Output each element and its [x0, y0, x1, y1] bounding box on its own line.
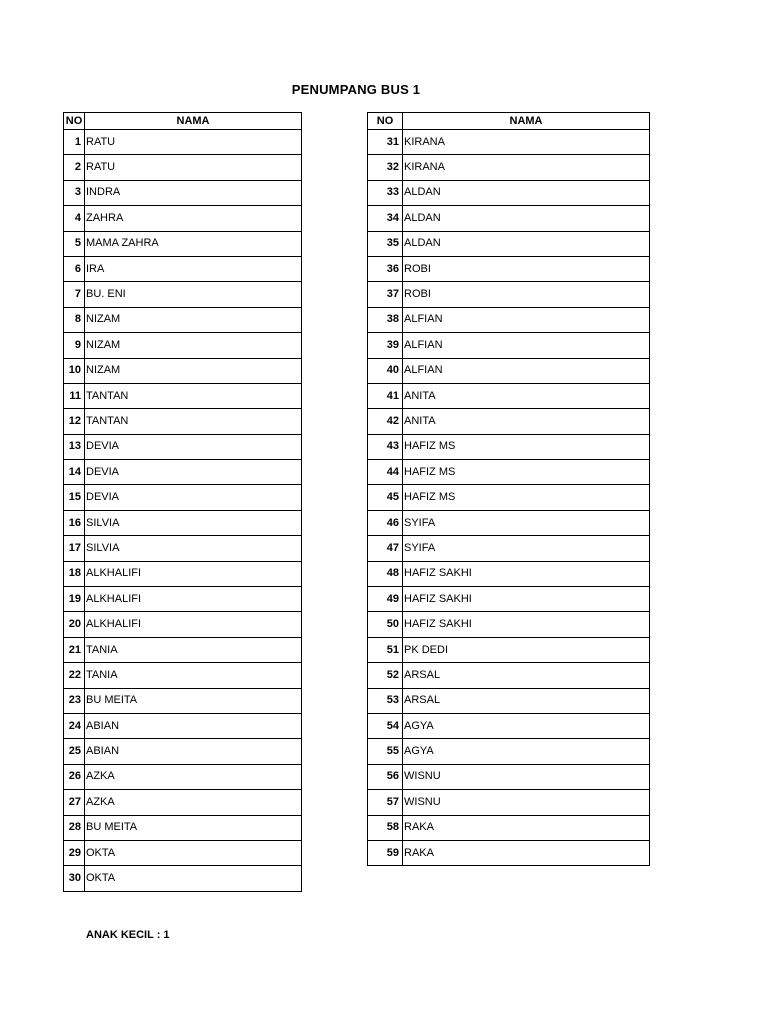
passenger-name: SYIFA	[403, 536, 650, 561]
table-row	[368, 485, 650, 510]
table-row	[368, 713, 650, 738]
row-number: 24	[64, 713, 85, 738]
row-number: 21	[64, 637, 85, 662]
table-row	[368, 434, 650, 459]
table-row	[368, 206, 650, 231]
row-number: 4	[64, 206, 85, 231]
table-row	[368, 764, 650, 789]
passenger-table-left	[63, 112, 302, 892]
passenger-name: ZAHRA	[85, 206, 302, 231]
row-number: 26	[64, 764, 85, 789]
row-number: 45	[368, 485, 403, 510]
table-row	[64, 561, 302, 586]
row-number: 6	[64, 256, 85, 281]
passenger-name: ALFIAN	[403, 307, 650, 332]
passenger-name: RATU	[85, 130, 302, 155]
passenger-name: WISNU	[403, 764, 650, 789]
column-header-nama: NAMA	[85, 113, 302, 130]
row-number: 7	[64, 282, 85, 307]
row-number: 13	[64, 434, 85, 459]
passenger-name: TANTAN	[85, 383, 302, 408]
passenger-name: SYIFA	[403, 510, 650, 535]
table-row	[368, 637, 650, 662]
row-number: 41	[368, 383, 403, 408]
row-number: 27	[64, 790, 85, 815]
passenger-name: ANITA	[403, 409, 650, 434]
column-header-nama: NAMA	[403, 113, 650, 130]
row-number: 46	[368, 510, 403, 535]
table-row	[64, 231, 302, 256]
row-number: 36	[368, 256, 403, 281]
table-row	[64, 256, 302, 281]
passenger-name: OKTA	[85, 840, 302, 865]
passenger-name: AGYA	[403, 713, 650, 738]
row-number: 50	[368, 612, 403, 637]
row-number: 11	[64, 383, 85, 408]
row-number: 10	[64, 358, 85, 383]
passenger-name: TANIA	[85, 637, 302, 662]
passenger-name: TANTAN	[85, 409, 302, 434]
passenger-name: RAKA	[403, 840, 650, 865]
passenger-name: BU MEITA	[85, 688, 302, 713]
table-row	[368, 510, 650, 535]
row-number: 31	[368, 130, 403, 155]
row-number: 38	[368, 307, 403, 332]
column-header-no: NO	[368, 113, 403, 130]
row-number: 49	[368, 587, 403, 612]
table-row	[64, 307, 302, 332]
table-row	[368, 307, 650, 332]
row-number: 47	[368, 536, 403, 561]
row-number: 28	[64, 815, 85, 840]
row-number: 22	[64, 663, 85, 688]
passenger-name: BU. ENI	[85, 282, 302, 307]
table-body-left	[64, 130, 302, 892]
row-number: 25	[64, 739, 85, 764]
row-number: 44	[368, 460, 403, 485]
table-header-row	[368, 113, 650, 130]
passenger-name: AGYA	[403, 739, 650, 764]
table-row	[64, 663, 302, 688]
row-number: 32	[368, 155, 403, 180]
table-row	[64, 840, 302, 865]
row-number: 51	[368, 637, 403, 662]
row-number: 19	[64, 587, 85, 612]
row-number: 2	[64, 155, 85, 180]
passenger-name: WISNU	[403, 790, 650, 815]
table-row	[64, 282, 302, 307]
passenger-name: DEVIA	[85, 460, 302, 485]
table-row	[368, 612, 650, 637]
passenger-name: MAMA ZAHRA	[85, 231, 302, 256]
passenger-name: BU MEITA	[85, 815, 302, 840]
passenger-name: RAKA	[403, 815, 650, 840]
passenger-name: HAFIZ SAKHI	[403, 561, 650, 586]
row-number: 18	[64, 561, 85, 586]
table-row	[64, 587, 302, 612]
table-row	[368, 840, 650, 865]
passenger-name: ALFIAN	[403, 358, 650, 383]
table-row	[64, 434, 302, 459]
passenger-name: HAFIZ MS	[403, 460, 650, 485]
table-row	[368, 815, 650, 840]
table-row	[64, 460, 302, 485]
table-row	[368, 536, 650, 561]
passenger-name: NIZAM	[85, 358, 302, 383]
table-row	[64, 485, 302, 510]
table-row	[64, 815, 302, 840]
table-body-right	[368, 130, 650, 866]
row-number: 56	[368, 764, 403, 789]
row-number: 52	[368, 663, 403, 688]
passenger-name: ANITA	[403, 383, 650, 408]
table-row	[368, 587, 650, 612]
passenger-name: KIRANA	[403, 130, 650, 155]
table-row	[368, 358, 650, 383]
row-number: 20	[64, 612, 85, 637]
row-number: 29	[64, 840, 85, 865]
table-row	[64, 637, 302, 662]
passenger-name: DEVIA	[85, 485, 302, 510]
passenger-name: AZKA	[85, 790, 302, 815]
table-row	[64, 358, 302, 383]
passenger-table-right	[367, 112, 650, 866]
table-row	[368, 409, 650, 434]
row-number: 5	[64, 231, 85, 256]
row-number: 16	[64, 510, 85, 535]
row-number: 3	[64, 180, 85, 205]
passenger-name: AZKA	[85, 764, 302, 789]
row-number: 42	[368, 409, 403, 434]
row-number: 30	[64, 866, 85, 891]
table-row	[64, 333, 302, 358]
row-number: 57	[368, 790, 403, 815]
row-number: 33	[368, 180, 403, 205]
table-row	[64, 688, 302, 713]
table-row	[368, 561, 650, 586]
passenger-name: ROBI	[403, 256, 650, 281]
passenger-name: NIZAM	[85, 333, 302, 358]
table-row	[368, 180, 650, 205]
table-row	[64, 206, 302, 231]
passenger-name: TANIA	[85, 663, 302, 688]
passenger-name: HAFIZ MS	[403, 434, 650, 459]
passenger-name: IRA	[85, 256, 302, 281]
row-number: 17	[64, 536, 85, 561]
table-row	[64, 764, 302, 789]
table-row	[64, 536, 302, 561]
table-row	[368, 282, 650, 307]
table-row	[64, 739, 302, 764]
table-row	[368, 155, 650, 180]
passenger-name: ARSAL	[403, 688, 650, 713]
passenger-name: HAFIZ SAKHI	[403, 612, 650, 637]
table-row	[64, 383, 302, 408]
table-row	[368, 333, 650, 358]
table-row	[368, 790, 650, 815]
passenger-name: KIRANA	[403, 155, 650, 180]
row-number: 59	[368, 840, 403, 865]
row-number: 12	[64, 409, 85, 434]
passenger-name: ALKHALIFI	[85, 561, 302, 586]
table-row	[368, 663, 650, 688]
row-number: 37	[368, 282, 403, 307]
passenger-name: DEVIA	[85, 434, 302, 459]
passenger-name: INDRA	[85, 180, 302, 205]
passenger-name: NIZAM	[85, 307, 302, 332]
row-number: 53	[368, 688, 403, 713]
table-row	[368, 688, 650, 713]
row-number: 54	[368, 713, 403, 738]
row-number: 8	[64, 307, 85, 332]
footer-note: ANAK KECIL : 1	[86, 929, 170, 941]
passenger-name: HAFIZ SAKHI	[403, 587, 650, 612]
page-title: PENUMPANG BUS 1	[291, 82, 421, 97]
table-row	[64, 866, 302, 891]
row-number: 34	[368, 206, 403, 231]
passenger-name: ALKHALIFI	[85, 587, 302, 612]
passenger-name: ROBI	[403, 282, 650, 307]
passenger-name: RATU	[85, 155, 302, 180]
table-row	[368, 460, 650, 485]
table-row	[64, 790, 302, 815]
passenger-name: ALDAN	[403, 231, 650, 256]
passenger-name: ALFIAN	[403, 333, 650, 358]
row-number: 39	[368, 333, 403, 358]
passenger-name: ABIAN	[85, 739, 302, 764]
row-number: 58	[368, 815, 403, 840]
table-row	[64, 180, 302, 205]
table-header-row	[64, 113, 302, 130]
passenger-name: ALDAN	[403, 206, 650, 231]
row-number: 1	[64, 130, 85, 155]
column-header-no: NO	[64, 113, 85, 130]
table-row	[64, 510, 302, 535]
table-row	[64, 155, 302, 180]
row-number: 14	[64, 460, 85, 485]
row-number: 43	[368, 434, 403, 459]
passenger-name: HAFIZ MS	[403, 485, 650, 510]
table-row	[368, 739, 650, 764]
passenger-name: ALDAN	[403, 180, 650, 205]
passenger-name: SILVIA	[85, 510, 302, 535]
table-row	[368, 256, 650, 281]
row-number: 35	[368, 231, 403, 256]
passenger-name: SILVIA	[85, 536, 302, 561]
row-number: 48	[368, 561, 403, 586]
passenger-name: PK DEDI	[403, 637, 650, 662]
table-row	[368, 130, 650, 155]
table-row	[368, 383, 650, 408]
passenger-name: ALKHALIFI	[85, 612, 302, 637]
row-number: 23	[64, 688, 85, 713]
passenger-name: OKTA	[85, 866, 302, 891]
passenger-name: ABIAN	[85, 713, 302, 738]
row-number: 40	[368, 358, 403, 383]
table-row	[64, 612, 302, 637]
row-number: 15	[64, 485, 85, 510]
table-row	[368, 231, 650, 256]
table-row	[64, 409, 302, 434]
row-number: 9	[64, 333, 85, 358]
passenger-name: ARSAL	[403, 663, 650, 688]
row-number: 55	[368, 739, 403, 764]
table-row	[64, 713, 302, 738]
table-row	[64, 130, 302, 155]
